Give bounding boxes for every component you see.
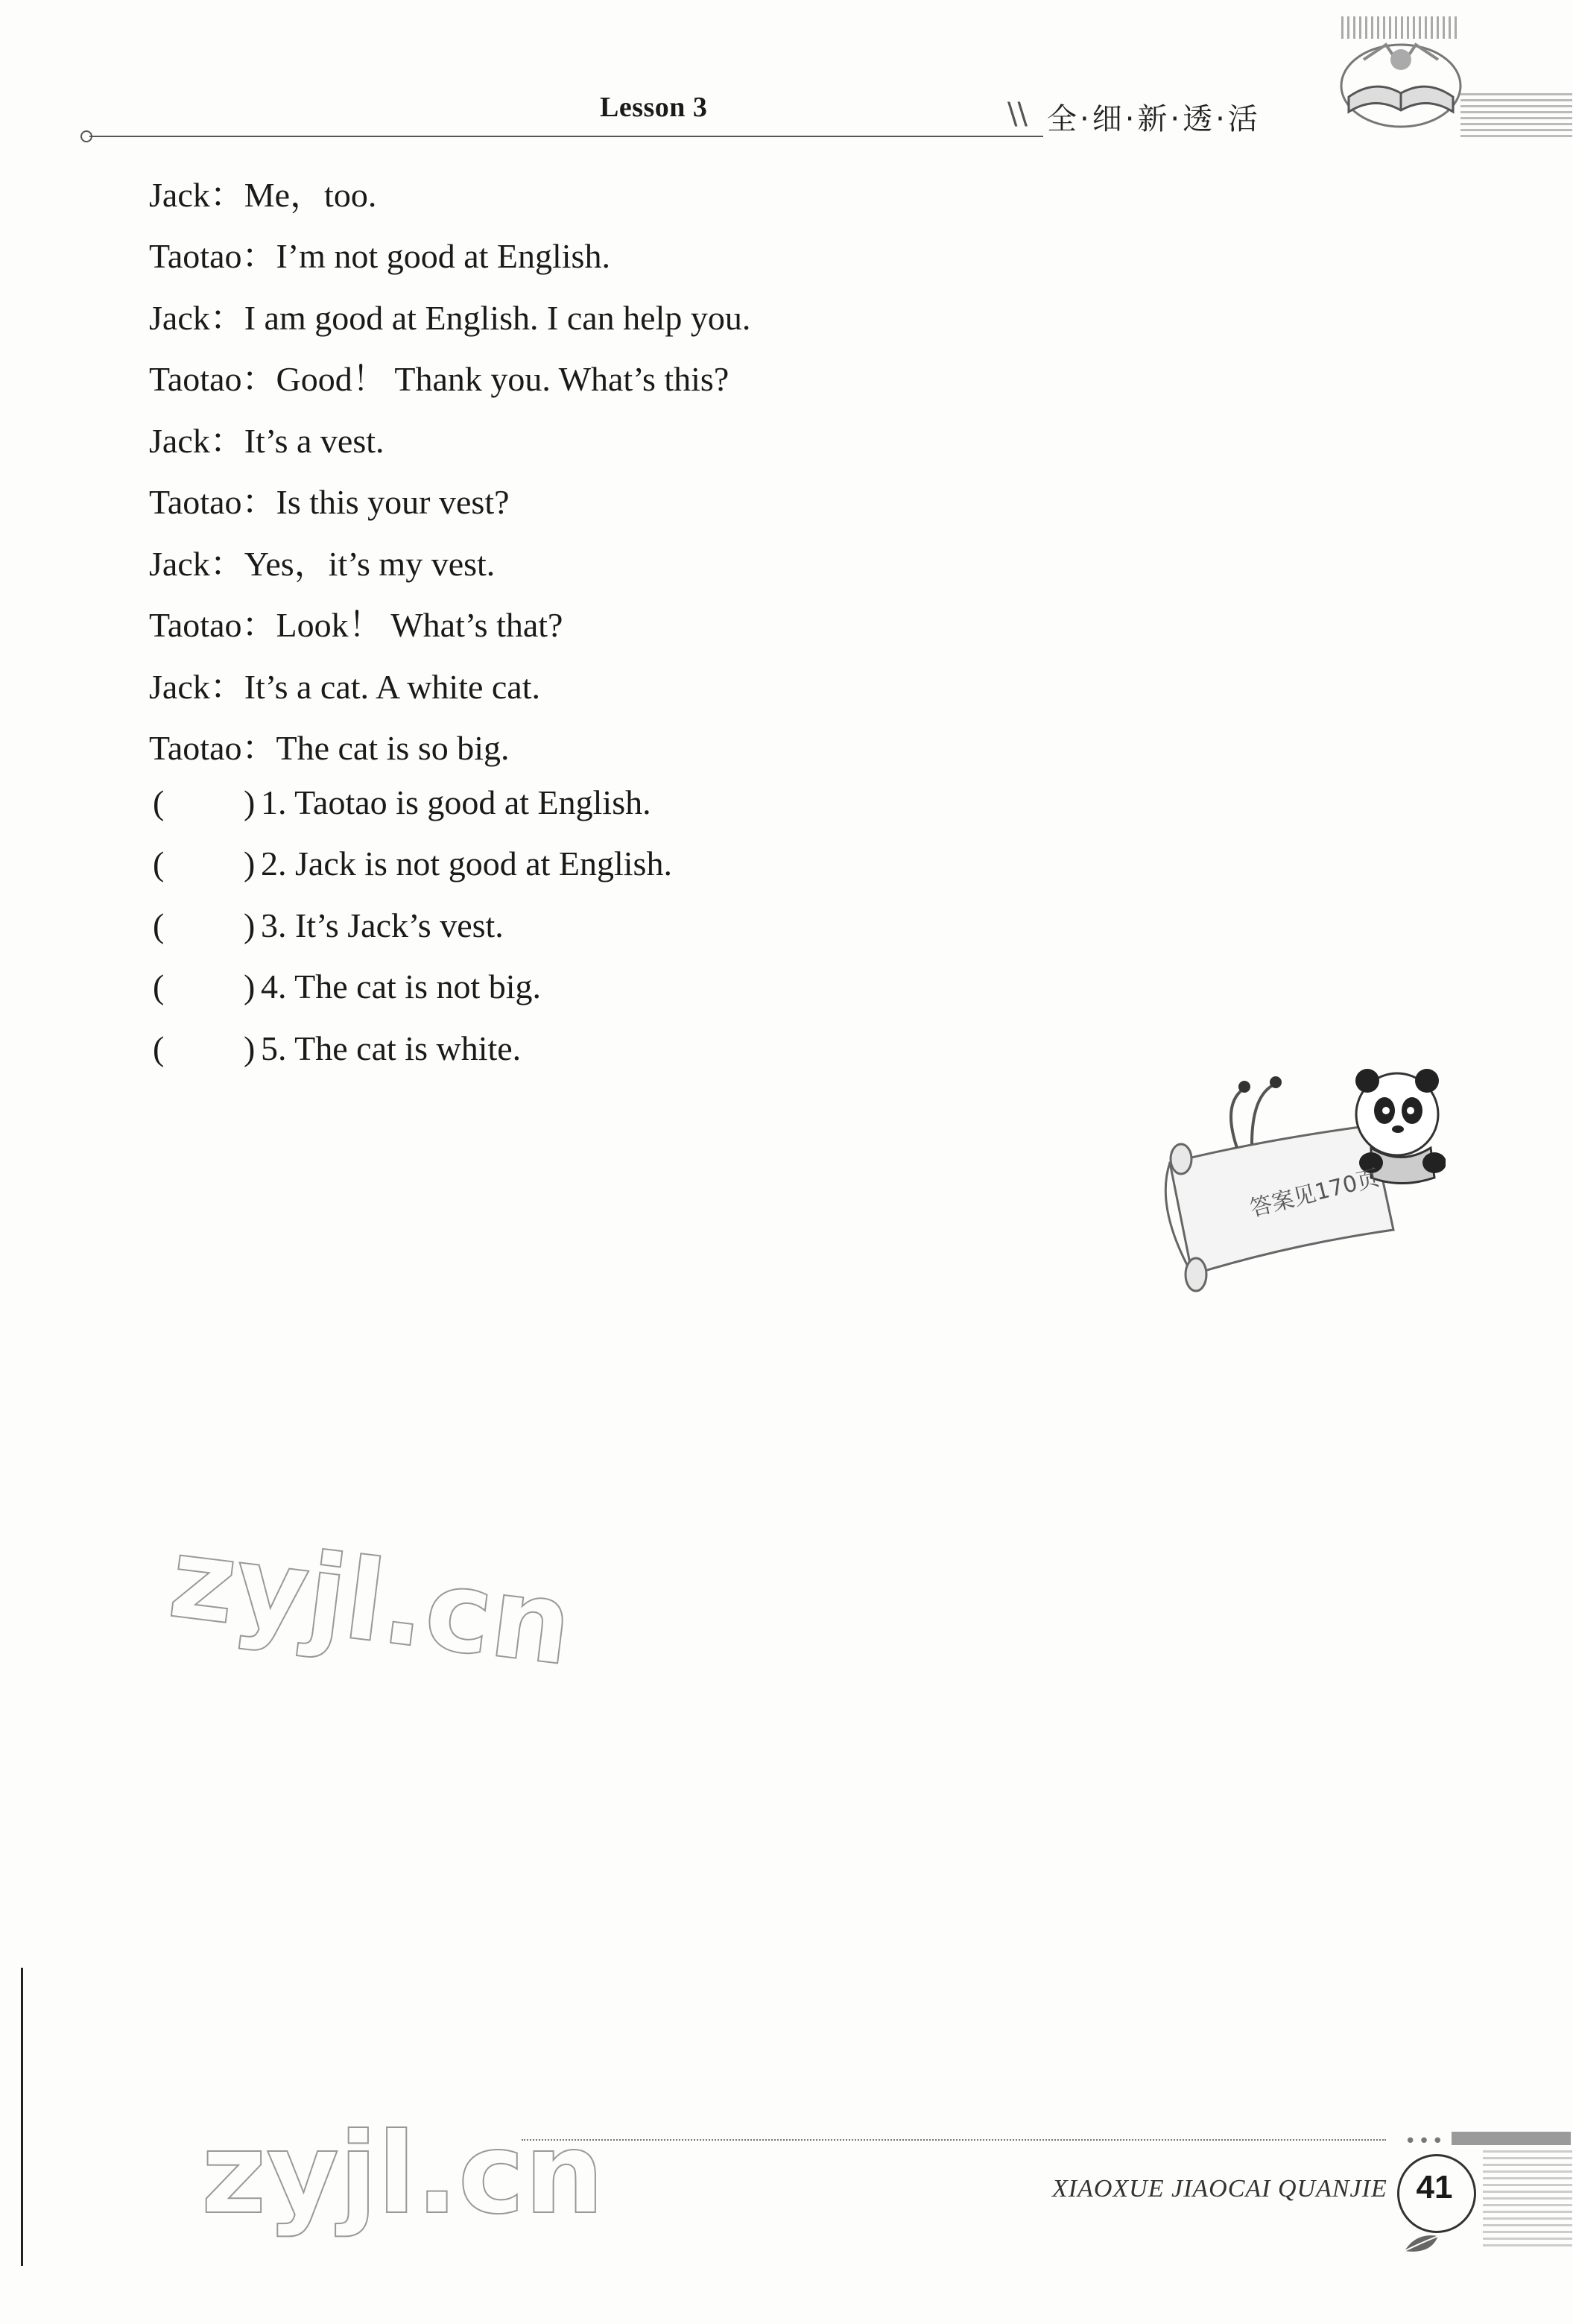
dialogue-line: Jack：It’s a vest. <box>149 422 384 460</box>
answer-paren-close: ) <box>244 967 256 1005</box>
footer-bar <box>1452 2132 1571 2145</box>
answer-paren-close: ) <box>244 783 256 821</box>
question-text: 1. Taotao is good at English. <box>261 783 651 821</box>
open-book-icon <box>1334 15 1468 134</box>
dialogue-line: Taotao：Is this your vest? <box>149 483 510 521</box>
dialogue-line: Taotao：Good！ Thank you. What’s this? <box>149 360 729 398</box>
page-number: 41 <box>1416 2169 1453 2205</box>
question-text: 3. It’s Jack’s vest. <box>261 906 504 944</box>
question-text: 4. The cat is not big. <box>261 967 542 1005</box>
dialogue-line: Taotao：The cat is so big. <box>149 729 510 767</box>
dialogue-line: Jack：I am good at English. I can help you. <box>149 299 751 337</box>
answer-paren-open: ( <box>153 783 165 821</box>
header-rule <box>89 136 1043 137</box>
answer-paren-open: ( <box>153 844 165 882</box>
answer-paren-open: ( <box>153 967 165 1005</box>
watermark: zyjl.cn <box>162 1513 579 1691</box>
leaf-icon <box>1401 2229 1446 2258</box>
page-binding-edge <box>21 1968 23 2266</box>
header-motto: 全·细·新·透·活 <box>1047 102 1261 136</box>
question-text: 5. The cat is white. <box>261 1029 522 1067</box>
dialogue-line: Jack：It’s a cat. A white cat. <box>149 668 541 706</box>
answer-paren-close: ) <box>244 1029 256 1067</box>
footer-decor-stripes <box>1483 2150 1572 2247</box>
dialogue-line: Jack：Me，too. <box>149 176 377 214</box>
dialogue-line: Taotao：Look！ What’s that? <box>149 606 563 644</box>
footer-rule <box>522 2139 1386 2141</box>
dialogue-line: Jack：Yes，it’s my vest. <box>149 545 496 583</box>
series-name: XIAOXUE JIAOCAI QUANJIE <box>1052 2175 1387 2203</box>
dialogue-line: Taotao：I’m not good at English. <box>149 237 610 275</box>
header-slash-icon: \\ <box>1007 97 1028 131</box>
answer-paren-close: ) <box>244 906 256 944</box>
header-decor-stripes-right <box>1460 93 1572 138</box>
footer-dots-icon: ••• <box>1405 2130 1446 2153</box>
answer-paren-open: ( <box>153 1029 165 1067</box>
question-text: 2. Jack is not good at English. <box>261 844 672 882</box>
watermark: zyjl.cn <box>201 2109 604 2239</box>
answer-paren-close: ) <box>244 844 256 882</box>
lesson-title: Lesson 3 <box>600 92 708 123</box>
answer-paren-open: ( <box>153 906 165 944</box>
answer-page-note: 答案见170页 <box>1247 1164 1382 1222</box>
